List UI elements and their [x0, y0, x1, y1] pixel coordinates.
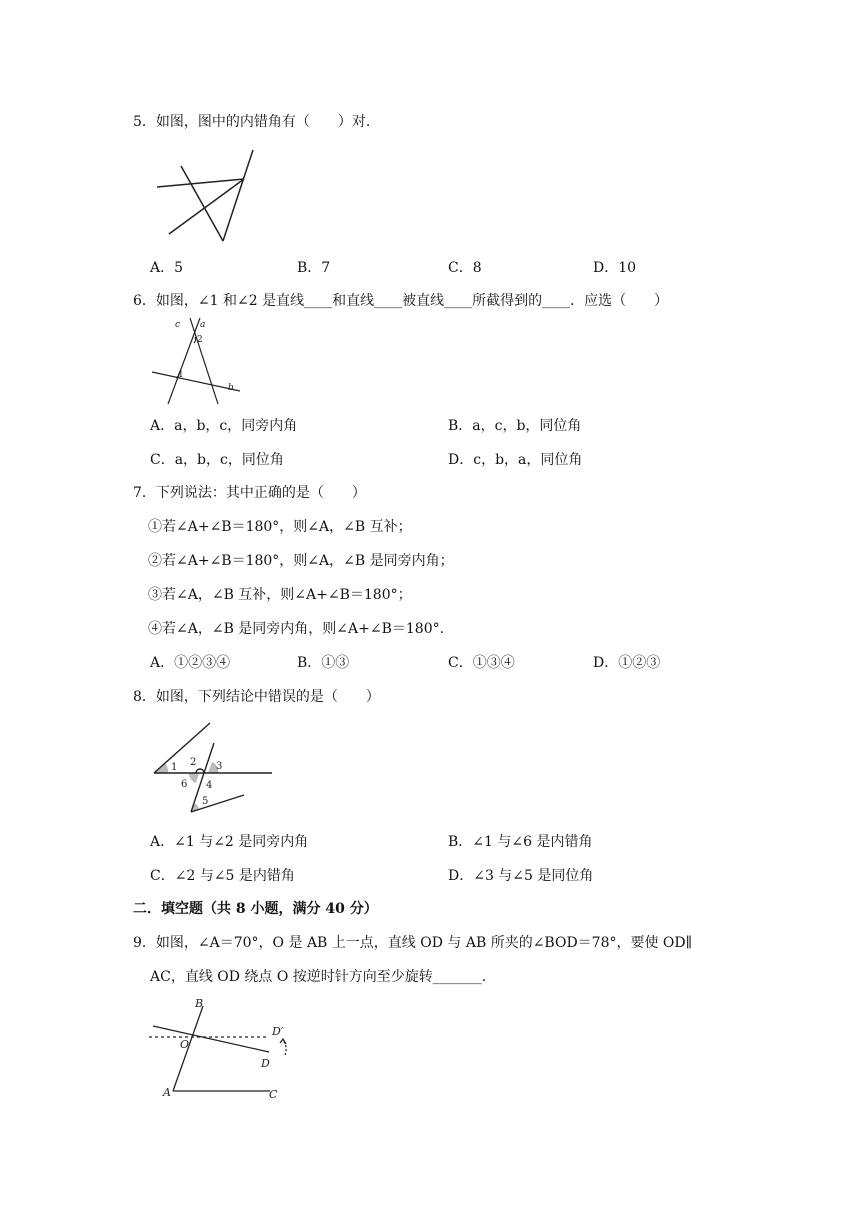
q9-label-O: O — [180, 1038, 190, 1051]
q7-stem: 7．下列说法：其中正确的是（ ） — [133, 485, 366, 501]
q8-option-a[interactable]: A．∠1 与∠2 是同旁内角 — [150, 834, 309, 850]
q8-stem: 8．如图，下列结论中错误的是（ ） — [133, 689, 380, 705]
q9-label-C: C — [269, 1088, 278, 1101]
q7-option-c[interactable]: C．①③④ — [448, 655, 515, 671]
q7-item-4: ④若∠A，∠B 是同旁内角，则∠A+∠B＝180°. — [148, 621, 445, 637]
q5-option-d[interactable]: D．10 — [593, 260, 637, 276]
q6-option-c[interactable]: C．a，b，c，同位角 — [150, 452, 284, 468]
q8-label-4: 4 — [206, 780, 213, 791]
q6-label-c: c — [175, 320, 181, 330]
q9-label-B: B — [195, 997, 204, 1010]
q8-label-1: 1 — [171, 762, 178, 773]
q9-stem-line2: AC，直线 OD 绕点 O 按逆时针方向至少旋转_______. — [150, 969, 487, 985]
q7-item-2: ②若∠A+∠B＝180°，则∠A，∠B 是同旁内角； — [148, 553, 454, 569]
q6-label-b: b — [228, 383, 234, 393]
q6-label-2: 2 — [197, 335, 203, 345]
q8-label-2: 2 — [190, 757, 197, 768]
q8-label-6: 6 — [181, 779, 188, 790]
q6-label-a: a — [200, 320, 206, 330]
q9-label-D: D — [261, 1057, 270, 1070]
q8-figure — [148, 718, 278, 818]
q7-item-3: ③若∠A，∠B 互补，则∠A+∠B＝180°； — [148, 587, 412, 603]
q6-option-b[interactable]: B．a，c，b，同位角 — [448, 418, 582, 434]
q5-option-b[interactable]: B．7 — [297, 260, 331, 276]
q6-label-1: 1 — [178, 370, 184, 380]
q6-option-a[interactable]: A．a，b，c，同旁内角 — [150, 418, 298, 434]
q7-option-a[interactable]: A．①②③④ — [150, 655, 231, 671]
q9-label-A: A — [163, 1086, 171, 1099]
section-2-title: 二．填空题（共 8 小题，满分 40 分） — [133, 901, 378, 917]
q7-option-b[interactable]: B．①③ — [297, 655, 350, 671]
q6-stem: 6．如图，∠1 和∠2 是直线____和直线____被直线____所截得到的____．应选（ ） — [133, 293, 669, 309]
q5-option-a[interactable]: A．5 — [150, 260, 184, 276]
q6-option-d[interactable]: D．c，b，a，同位角 — [448, 452, 583, 468]
q8-option-d[interactable]: D．∠3 与∠5 是同位角 — [448, 868, 594, 884]
q8-label-3: 3 — [216, 761, 223, 772]
q7-item-1: ①若∠A+∠B＝180°，则∠A，∠B 互补； — [148, 519, 412, 535]
q6-figure — [148, 316, 248, 408]
q9-figure — [145, 995, 295, 1105]
q9-label-Dprime: D′ — [272, 1025, 284, 1038]
q5-stem: 5．如图，图中的内错角有（ ）对. — [133, 114, 371, 130]
q7-option-d[interactable]: D．①②③ — [593, 655, 661, 671]
q9-stem-line1: 9．如图，∠A＝70°，O 是 AB 上一点，直线 OD 与 AB 所夹的∠BOD＝78°，要使 OD∥ — [133, 935, 693, 951]
q8-option-c[interactable]: C．∠2 与∠5 是内错角 — [150, 868, 295, 884]
q8-label-5: 5 — [202, 796, 209, 807]
q5-option-c[interactable]: C．8 — [448, 260, 482, 276]
q8-option-b[interactable]: B．∠1 与∠6 是内错角 — [448, 834, 593, 850]
q5-figure — [150, 145, 260, 245]
